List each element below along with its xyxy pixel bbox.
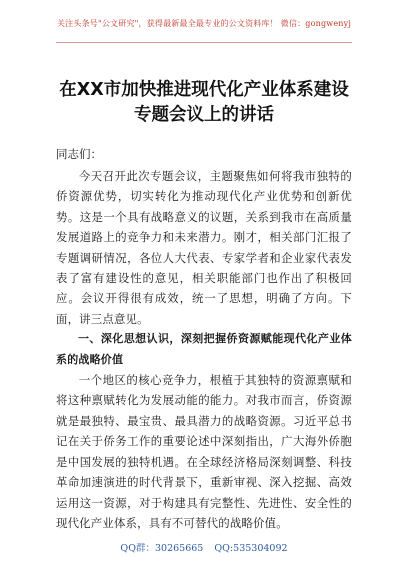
document-body bbox=[56, 166, 352, 533]
qq-label: QQ:535304092 bbox=[214, 543, 288, 554]
document-title: 在XX市加快推进现代化产业体系建设专题会议上的讲话 bbox=[59, 80, 349, 125]
paragraph: 今天召开此次专题会议，主题聚焦如何将我市独特的侨资源优势，切实转化为推动现代化产业优势和创新优势。这是一个具有战略意义的议题，关系到我市在高质量发展道路上的竞争力和未来潜力。刚才，相关部门汇报了专题调研情况，各位人大代表、专家学者和企业家代表发表了富有建设性的意见，相关职能部门也作出了积极回应。会议开得很有成效，统一了思想，明确了方向。下面，讲三点意见。 bbox=[56, 169, 352, 326]
footer bbox=[0, 540, 408, 554]
header-banner: 关注头条号"公文研究"，获得最新最全最专业的公文资料库！ 微信：gongwenyj bbox=[56, 19, 352, 28]
header-divider bbox=[56, 42, 352, 43]
paragraph: 一个地区的核心竞争力，根植于其独特的资源禀赋和将这种禀赋转化为发展动能的能力。对我市而言，侨资源就是最独特、最宝贵、最具潜力的战略资源。习近平总书记在关于侨务工作的重要论述中深刻指出，广大海外侨胞是中国发展的独特机遇。在全球经济格局深刻调整、科技革命加速演进的时代背景下，重新审视、深入挖掘、高效运用这一资源，对于构建具有完整性、先进性、安全性的现代化产业体系，具有不可替代的战略价值。 bbox=[56, 373, 352, 530]
section-heading: 一、深化思想认识，深刻把握侨资源赋能现代化产业体系的战略价值 bbox=[56, 332, 352, 366]
salutation: 同志们： bbox=[56, 147, 102, 161]
qq-group-label: QQ群：30265665 bbox=[120, 543, 204, 554]
